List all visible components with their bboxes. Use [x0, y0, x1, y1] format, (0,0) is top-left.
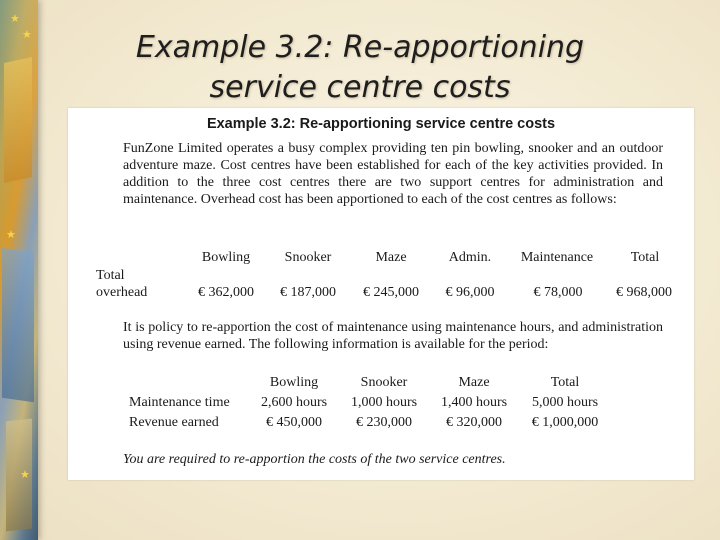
euro-banknote-strip	[0, 0, 38, 540]
star-icon: ★	[20, 469, 30, 481]
column-header: Maintenance	[520, 250, 594, 265]
table-cell: 2,600 hours	[260, 395, 328, 410]
example-panel	[68, 108, 694, 480]
star-icon: ★	[10, 13, 20, 25]
row-label: Total	[96, 268, 125, 283]
star-icon: ★	[22, 29, 32, 41]
instruction-text: You are required to re-apportion the costs of the two service centres.	[123, 452, 506, 467]
column-header: Bowling	[201, 250, 251, 265]
table-cell: € 1,000,000	[531, 415, 599, 430]
row-label: overhead	[96, 285, 148, 300]
table-cell: € 450,000	[266, 415, 322, 430]
table-cell: € 230,000	[356, 415, 412, 430]
table-cell: € 362,000	[198, 285, 254, 300]
slide-title-line2: service centre costs	[209, 70, 511, 105]
table-cell: € 245,000	[363, 285, 419, 300]
banknote-shape	[2, 248, 34, 402]
slide-title	[40, 28, 680, 108]
row-label: Maintenance time	[129, 395, 230, 410]
table-cell: € 187,000	[280, 285, 336, 300]
table-cell: 5,000 hours	[531, 395, 599, 410]
panel-heading: Example 3.2: Re-apportioning service centre costs	[206, 116, 556, 132]
star-icon: ★	[6, 229, 16, 241]
intro-paragraph: FunZone Limited operates a busy complex providing ten pin bowling, snooker and an outdoor adventure maze. Cost centres have been established for each of the key activities provided. In addition to the three cost centres there are two support centres for administration and maintenance. Overhead cost has been apportioned to each of the cost centres as follows:	[123, 141, 663, 207]
table-cell: € 96,000	[445, 285, 495, 300]
banknote-shape	[4, 57, 32, 183]
row-label: Revenue earned	[129, 415, 219, 430]
slide-title-line1: Example 3.2: Re-apportioning	[135, 30, 585, 65]
table-cell: € 320,000	[446, 415, 502, 430]
column-header: Maze	[375, 250, 407, 265]
column-header: Snooker	[360, 375, 408, 390]
policy-paragraph: It is policy to re-apportion the cost of maintenance using maintenance hours, and administration using revenue earned. The following information is available for the period:	[123, 320, 663, 352]
column-header: Total	[550, 375, 580, 390]
column-header: Maze	[458, 375, 490, 390]
table-cell: € 78,000	[533, 285, 583, 300]
column-header: Admin.	[448, 250, 492, 265]
table-cell: 1,000 hours	[350, 395, 418, 410]
column-header: Total	[630, 250, 660, 265]
column-header: Snooker	[284, 250, 332, 265]
column-header: Bowling	[269, 375, 319, 390]
table-cell: 1,400 hours	[440, 395, 508, 410]
table-cell: € 968,000	[616, 285, 672, 300]
